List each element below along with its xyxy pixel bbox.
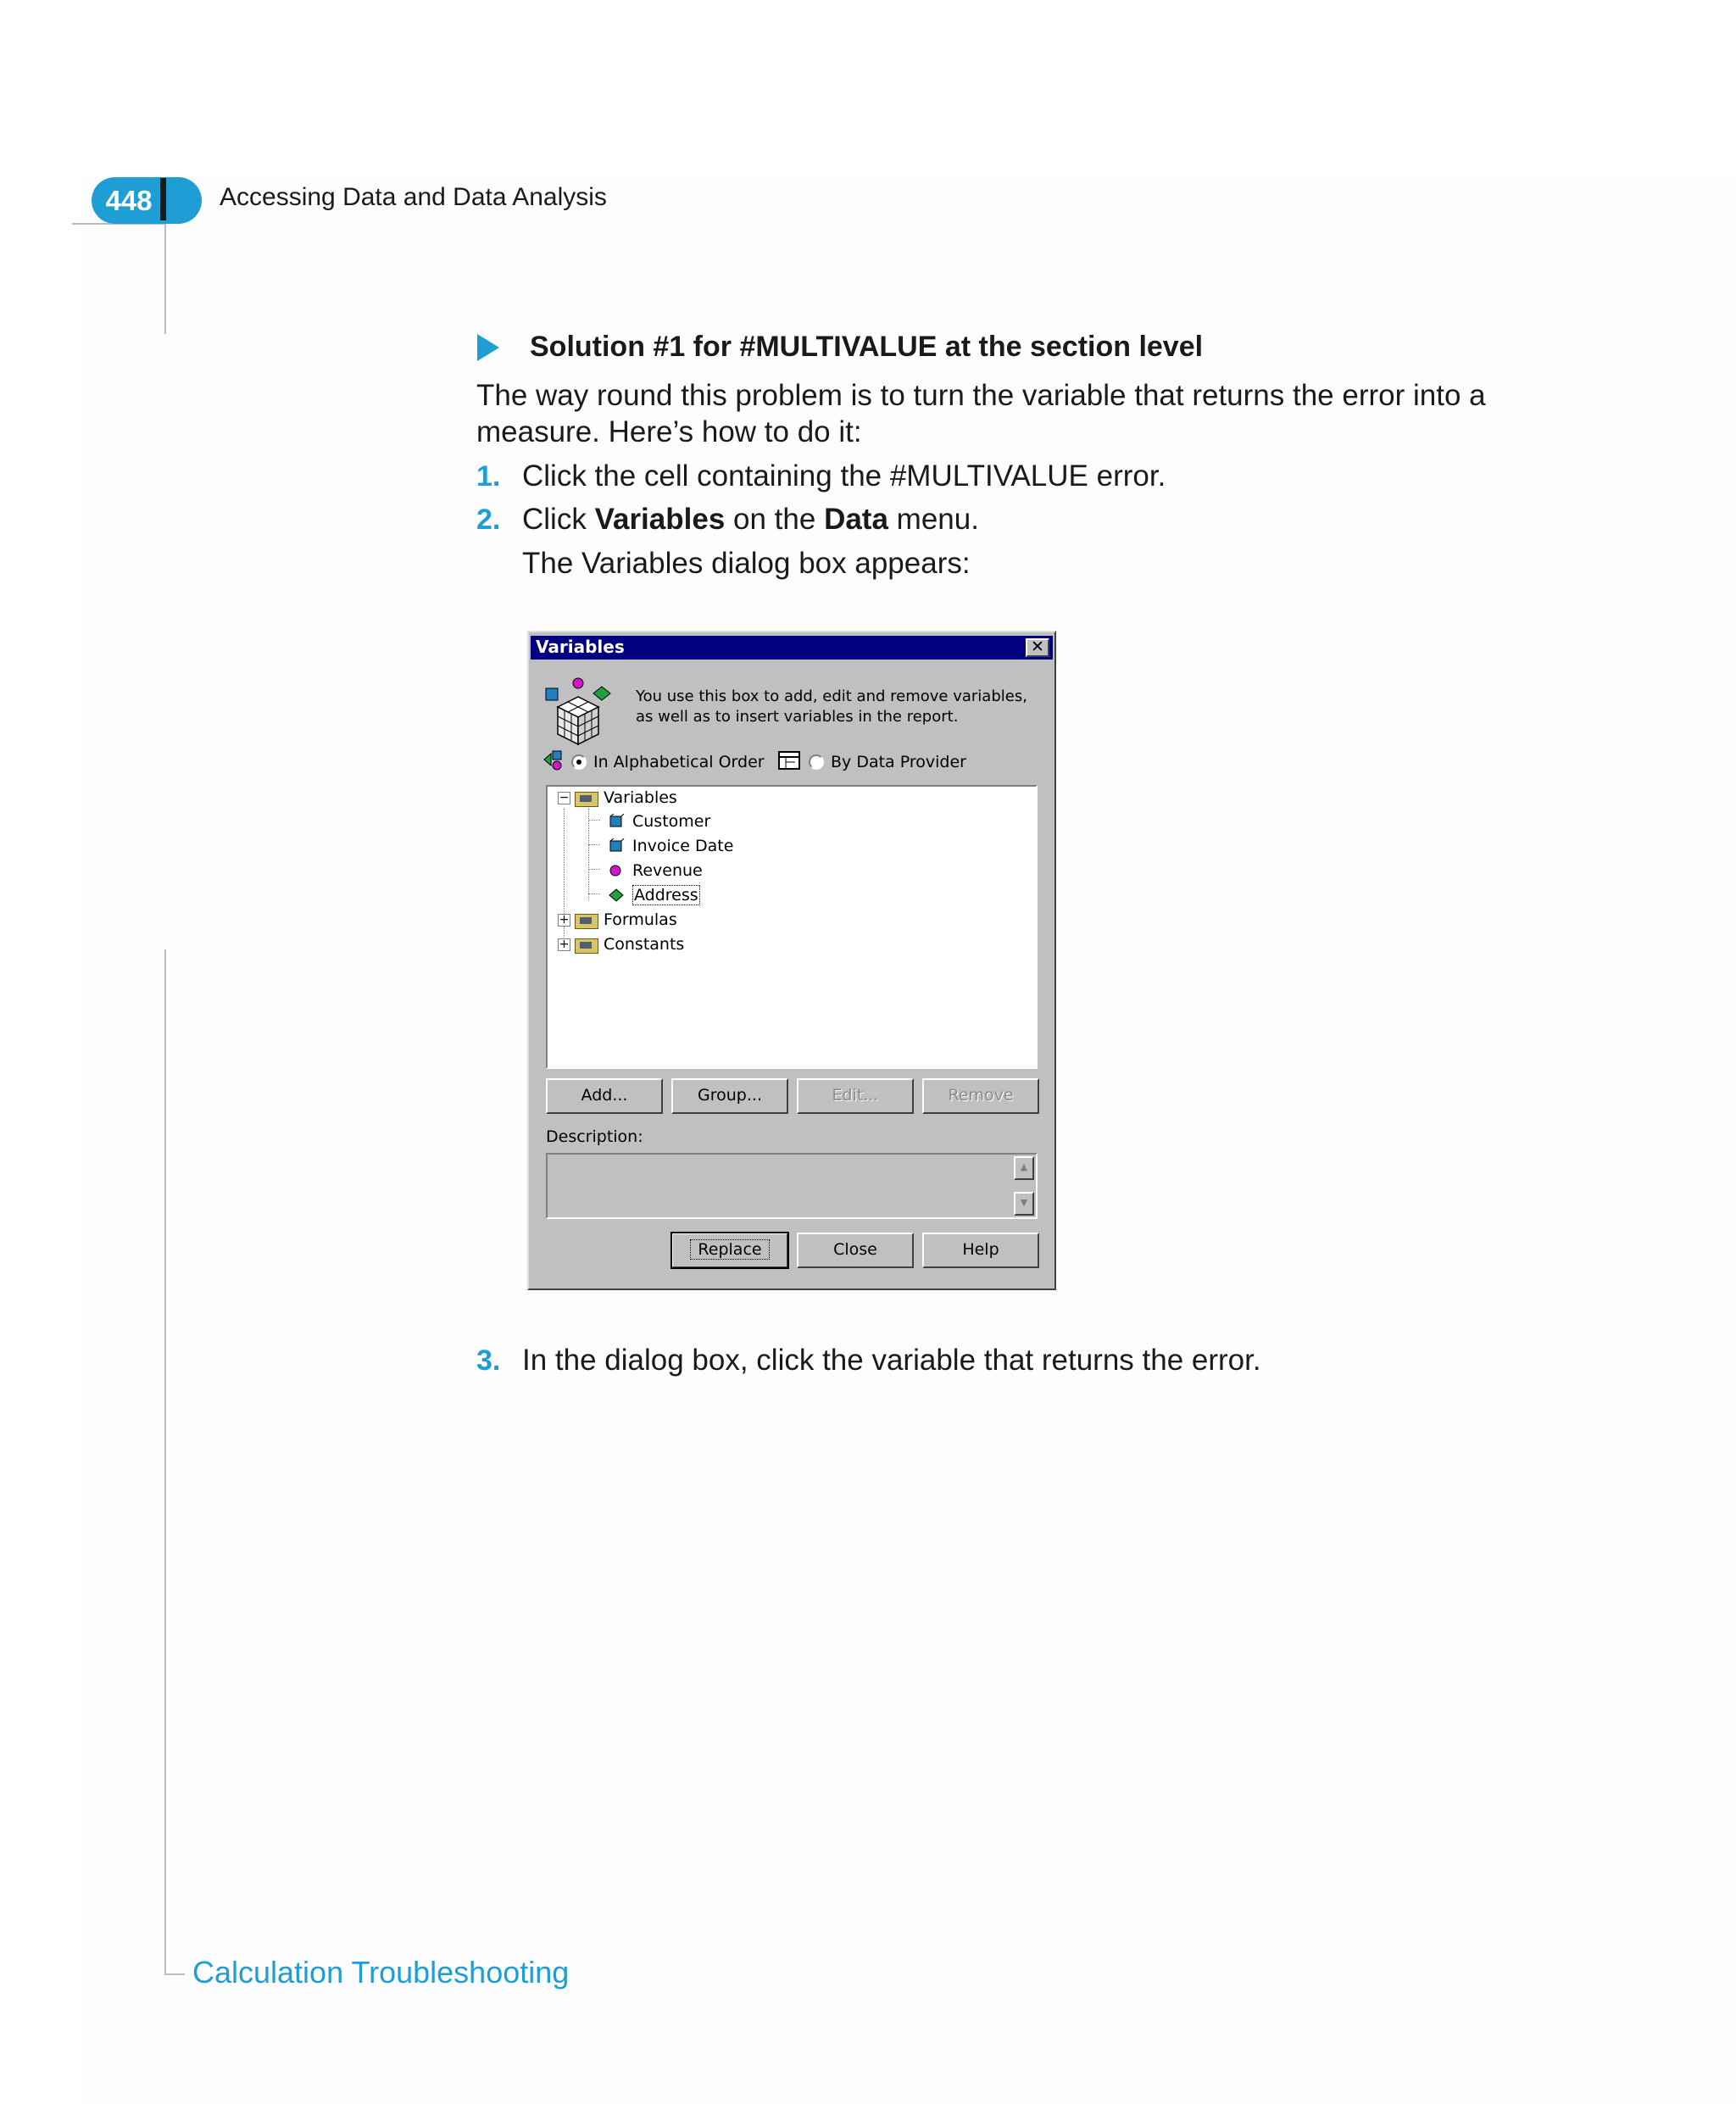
tree-label: Revenue xyxy=(632,861,703,880)
margin-line-top xyxy=(164,224,166,334)
tree-label: Address xyxy=(634,886,698,904)
dimension-icon xyxy=(607,814,626,829)
running-head: Accessing Data and Data Analysis xyxy=(220,183,607,211)
page-number: 448 xyxy=(105,185,153,216)
alphabetical-order-option[interactable] xyxy=(571,753,765,771)
expand-icon[interactable]: + xyxy=(559,937,570,951)
step-text xyxy=(522,503,979,537)
variables-dialog xyxy=(527,631,1056,1290)
tree-label: Variables xyxy=(604,788,677,807)
data-provider-icon xyxy=(778,749,802,771)
tree-item-customer[interactable] xyxy=(607,810,710,832)
step-text-part: on the xyxy=(725,503,825,536)
tree-node-constants[interactable] xyxy=(558,933,684,955)
step-number: 2. xyxy=(476,504,501,536)
tree-guide xyxy=(588,893,600,894)
margin-line-bottom xyxy=(164,949,166,1975)
tree-item-invoice-date[interactable] xyxy=(607,835,733,857)
replace-label: Replace xyxy=(690,1239,769,1260)
step-text: Click the cell containing the #MULTIVALUE error. xyxy=(522,459,1166,493)
alphabetical-order-radio[interactable] xyxy=(571,754,587,770)
detail-icon xyxy=(607,888,626,903)
group-button[interactable]: Group... xyxy=(671,1078,788,1114)
measure-icon xyxy=(607,863,626,878)
dialog-intro-text: You use this box to add, edit and remove variables, as well as to insert variables in the report. xyxy=(636,687,1027,726)
edit-button[interactable]: Edit... xyxy=(797,1078,914,1114)
dialog-title: Variables xyxy=(536,637,625,657)
collapse-icon[interactable]: − xyxy=(559,790,570,804)
by-data-provider-label: By Data Provider xyxy=(831,753,966,771)
scroll-down-icon[interactable]: ▼ xyxy=(1014,1192,1034,1216)
help-button[interactable]: Help xyxy=(922,1233,1039,1268)
scroll-up-icon[interactable]: ▲ xyxy=(1014,1156,1034,1180)
tree-node-formulas[interactable] xyxy=(558,909,677,931)
tree-label: Formulas xyxy=(604,910,677,929)
tree-guide xyxy=(588,844,600,845)
tree-label: Invoice Date xyxy=(632,837,734,855)
step-followup: The Variables dialog box appears: xyxy=(522,547,971,580)
replace-button[interactable] xyxy=(671,1233,788,1268)
tree-label: Constants xyxy=(604,935,685,954)
variables-tree[interactable] xyxy=(546,785,1038,1069)
alpha-order-icon xyxy=(542,749,565,771)
close-button[interactable]: Close xyxy=(797,1233,914,1268)
section-heading: Solution #1 for #MULTIVALUE at the section level xyxy=(530,331,1204,363)
menu-name: Data xyxy=(824,503,888,536)
step-text-part: Click xyxy=(522,503,595,536)
description-field[interactable] xyxy=(546,1153,1038,1219)
page-number-bar xyxy=(160,178,166,220)
open-folder-icon xyxy=(575,790,598,805)
step-text: In the dialog box, click the variable that returns the error. xyxy=(522,1344,1261,1377)
folder-icon xyxy=(575,912,598,927)
variables-cube-icon xyxy=(544,676,612,746)
expand-icon[interactable]: + xyxy=(559,912,570,927)
tree-guide xyxy=(588,809,589,900)
step-number: 3. xyxy=(476,1344,501,1377)
solution-arrow-icon xyxy=(477,334,499,361)
tree-item-address[interactable] xyxy=(607,884,700,906)
close-icon[interactable]: ✕ xyxy=(1026,638,1049,657)
intro-line-1: The way round this problem is to turn the variable that returns the error into a xyxy=(476,379,1486,412)
folder-icon xyxy=(575,937,598,952)
menu-command: Variables xyxy=(594,503,726,536)
dimension-icon xyxy=(607,838,626,854)
add-button[interactable]: Add... xyxy=(546,1078,663,1114)
tree-guide xyxy=(588,820,600,821)
by-data-provider-radio[interactable] xyxy=(809,754,824,770)
description-label: Description: xyxy=(546,1127,643,1146)
step-text-part: menu. xyxy=(887,503,979,536)
intro-line-2: measure. Here’s how to do it: xyxy=(476,415,862,448)
by-data-provider-option[interactable] xyxy=(809,753,966,771)
tree-node-variables[interactable] xyxy=(558,787,677,809)
step-number: 1. xyxy=(476,460,501,493)
tree-item-revenue[interactable] xyxy=(607,860,703,882)
footer-tick xyxy=(164,1973,185,1975)
dialog-titlebar xyxy=(531,636,1053,660)
tree-guide xyxy=(588,869,600,870)
remove-button[interactable]: Remove xyxy=(922,1078,1039,1114)
footer-chapter-title: Calculation Troubleshooting xyxy=(192,1955,570,1990)
tree-label: Customer xyxy=(632,812,711,831)
alphabetical-order-label: In Alphabetical Order xyxy=(593,753,765,771)
